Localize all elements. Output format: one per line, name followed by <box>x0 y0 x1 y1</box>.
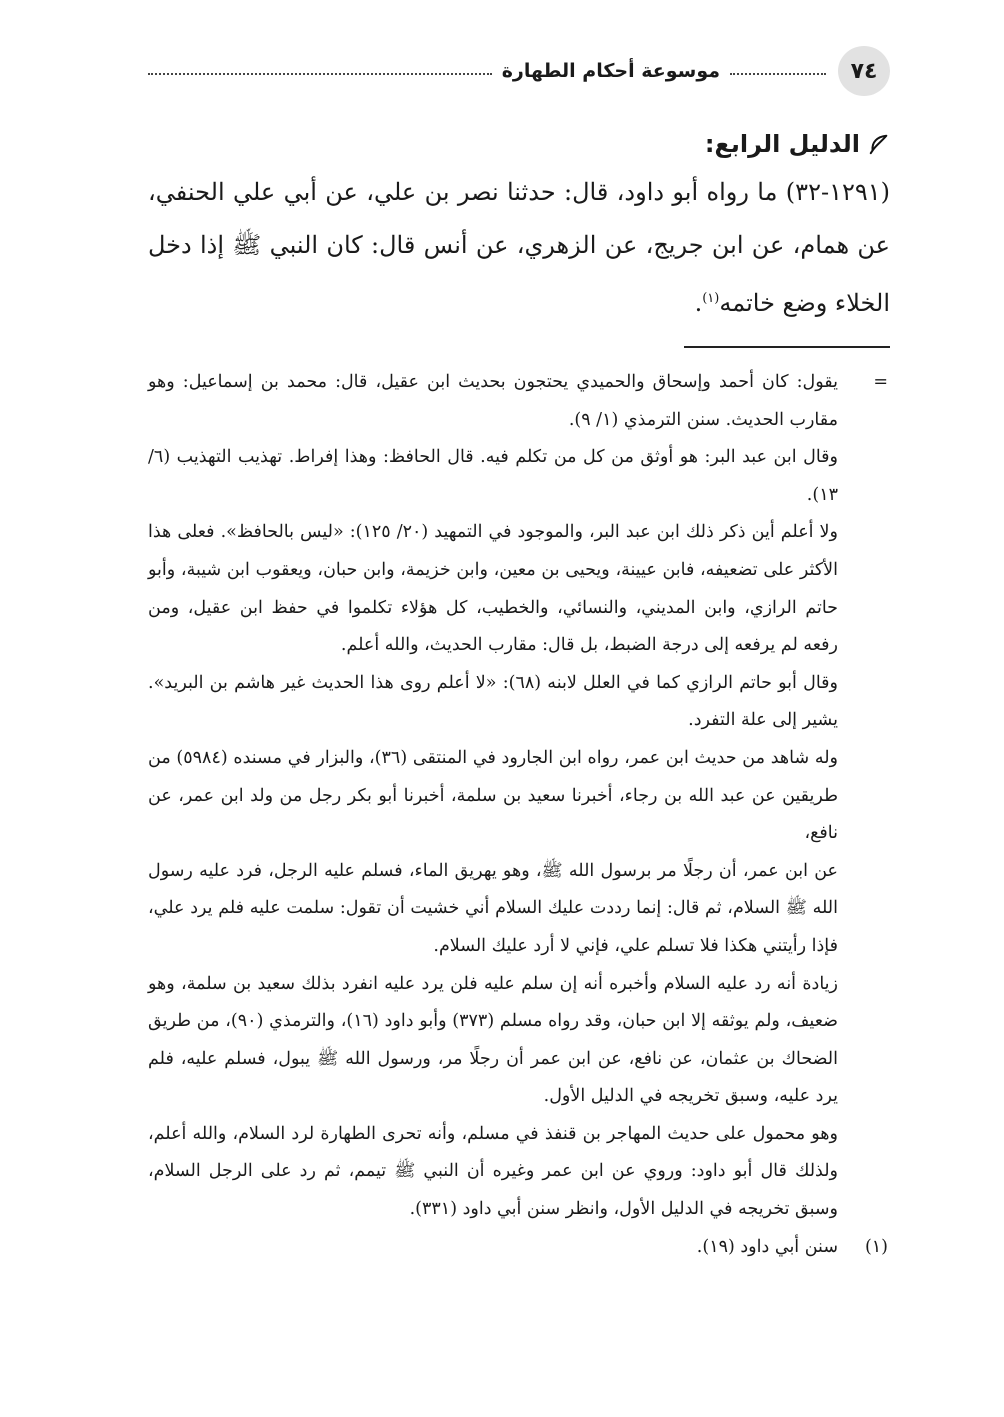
footnote-text: وله شاهد من حديث ابن عمر، رواه ابن الجارود في المنتقى (٣٦)، والبزار في مسنده (٥٩٨٤) من طريقين عن عبد الله بن رجاء، أخبرنا سعيد بن سلمة، أخبرنا أبو بكر رجل من ولد ابن عمر، عن نافع، <box>148 747 839 844</box>
hadith-paragraph <box>148 166 890 330</box>
book-title: موسوعة أحكام الطهارة <box>501 60 720 82</box>
section-heading-text: الدليل الرابع: <box>704 130 860 158</box>
footnote-reference[interactable]: (١) <box>702 291 720 306</box>
footnote-text: وقال أبو حاتم الرازي كما في العلل لابنه (٦٨): «لا أعلم روى هذا الحديث غير هاشم بن البريد». يشير إلى علة التفرد. <box>148 672 838 731</box>
footnote-separator <box>684 346 890 348</box>
header-dotted-rule-left <box>148 73 492 75</box>
footnote-continuation-marker: = <box>873 372 888 392</box>
hadith-text: (١٢٩١-٣٢) ما رواه أبو داود، قال: حدثنا نصر بن علي، عن أبي علي الحنفي، عن همام، عن ابن جريج، عن الزهري، عن أنس قال: كان النبي ﷺ إذا دخل الخلاء وضع خاتمه <box>148 178 890 317</box>
running-header <box>148 58 826 84</box>
leaf-ornament-icon <box>868 133 890 155</box>
page-header <box>148 46 890 96</box>
footnote-paragraph <box>148 665 890 740</box>
footnote-paragraph <box>148 740 890 853</box>
footnote-1-marker: (١) <box>864 1236 888 1257</box>
footnotes <box>148 364 890 1266</box>
section-heading <box>148 124 890 164</box>
footnote-text: عن ابن عمر، أن رجلًا مر برسول الله ﷺ، وهو يهريق الماء، فسلم عليه الرجل، فرد عليه رسول الله ﷺ السلام، ثم قال: إنما رددت عليك السلام أني خشيت أن تقول: سلمت عليه فلم يرد علي، فإذا رأيتني هكذا فلا تسلم علي، فإني لا أرد عليك السلام. <box>148 860 838 956</box>
footnote-paragraph <box>148 364 890 439</box>
hadith-text-end: . <box>694 289 703 317</box>
footnote-1-text: سنن أبي داود (١٩). <box>696 1236 838 1257</box>
main-text <box>148 124 890 330</box>
footnote-text: زيادة أنه رد عليه السلام وأخبره أنه إن سلم عليه فلن يرد عليه انفرد بذلك سعيد بن سلمة، وهو ضعيف، ولم يوثقه إلا ابن حبان، وقد رواه مسلم (٣٧٣) وأبو داود (١٦)، والترمذي (٩٠)، من طريق الضحاك بن عثمان، عن نافع، عن ابن عمر أن رجلًا مر، ورسول الله ﷺ يبول، فسلم عليه، فلم يرد عليه، وسبق تخريجه في الدليل الأول. <box>148 973 838 1107</box>
page-number: ٧٤ <box>850 58 878 84</box>
footnote-paragraph <box>148 853 890 966</box>
footnote-text: وهو محمول على حديث المهاجر بن قنفذ في مسلم، وأنه تحرى الطهارة لرد السلام، والله أعلم، ولذلك قال أبو داود: وروي عن ابن عمر وغيره أن النبي ﷺ تيمم، ثم رد على الرجل السلام، وسبق تخريجه في الدليل الأول، وانظر سنن أبي داود (٣٣١). <box>148 1123 838 1220</box>
footnote-paragraph <box>148 439 890 514</box>
header-dotted-rule-right <box>730 73 826 75</box>
footnote-text: ولا أعلم أين ذكر ذلك ابن عبد البر، والموجود في التمهيد (٢٠/ ١٢٥): «ليس بالحافظ». فعلى هذا الأكثر على تضعيفه، فابن عيينة، ويحيى بن معين، وابن خزيمة، وابن حبان، ويعقوب ابن شيبة، وأبو حاتم الرازي، وابن المديني، والنسائي، والخطيب، كل هؤلاء تكلموا في حفظ ابن عقيل، ومن رفعه لم يرفعه إلى درجة الضبط، بل قال: مقارب الحديث، والله أعلم. <box>148 522 838 656</box>
footnote-text: يقول: كان أحمد وإسحاق والحميدي يحتجون بحديث ابن عقيل، قال: محمد بن إسماعيل: وهو مقارب الحديث. سنن الترمذي (١/ ٩). <box>148 372 838 430</box>
footnote-text: وقال ابن عبد البر: هو أوثق من كل من تكلم فيه. قال الحافظ: وهذا إفراط. تهذيب التهذيب (٦/ ١٣). <box>148 447 838 505</box>
footnote-paragraph <box>148 966 890 1116</box>
page-number-badge <box>838 46 890 96</box>
footnote-1 <box>148 1229 890 1267</box>
footnote-paragraph <box>148 1116 890 1229</box>
footnote-paragraph <box>148 514 890 664</box>
